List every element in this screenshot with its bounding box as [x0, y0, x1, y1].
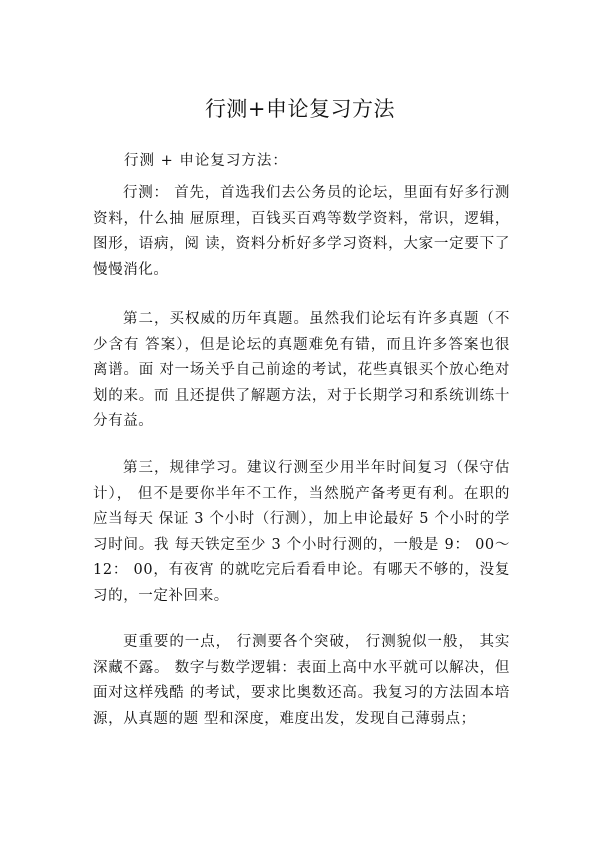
paragraph-second: 第二，买权威的历年真题。虽然我们论坛有许多真题（不少含有 答案），但是论坛的真题难免有错，而且许多答案也很离谱。面 对一场关乎自己前途的考试，花些真银买个放心绝对划的来。而 且还提供了解题方法，对于长期学习和系统训练十分有益。 — [93, 311, 510, 430]
paragraph-important: 更重要的一点， 行测要各个突破， 行测貌似一般， 其实深藏不露。 数字与数学逻辑：表面上高中水平就可以解决，但面对这样残酷 的考试，要求比奥数还高。我复习的方法固本培源，从真题的题 型和深度，难度出发，发现自己薄弱点； — [93, 634, 510, 727]
paragraph-third: 第三，规律学习。建议行测至少用半年时间复习（保守估计）， 但不是要你半年不工作，当然脱产备考更有利。在职的应当每天 保证 3 个小时（行测），加上申论最好 5 个小时的学习时间。我 每天铁定至少 3 个小时行测的，一般是 9： 00～12： 00，有夜宵 的就吃完后看看申论。有哪天不够的，没复习的，一定补回来。 — [93, 460, 510, 604]
document-title: 行测+申论复习方法 — [204, 97, 396, 121]
document-subtitle: 行测 + 申论复习方法： — [124, 153, 288, 169]
paragraph-xingce: 行测： 首先，首选我们去公务员的论坛，里面有好多行测资料，什么抽 屉原理，百钱买百鸡等数学资料，常识，逻辑，图形，语病，阅 读，资料分析好多学习资料，大家一定要下了慢慢消化。 — [93, 185, 510, 278]
